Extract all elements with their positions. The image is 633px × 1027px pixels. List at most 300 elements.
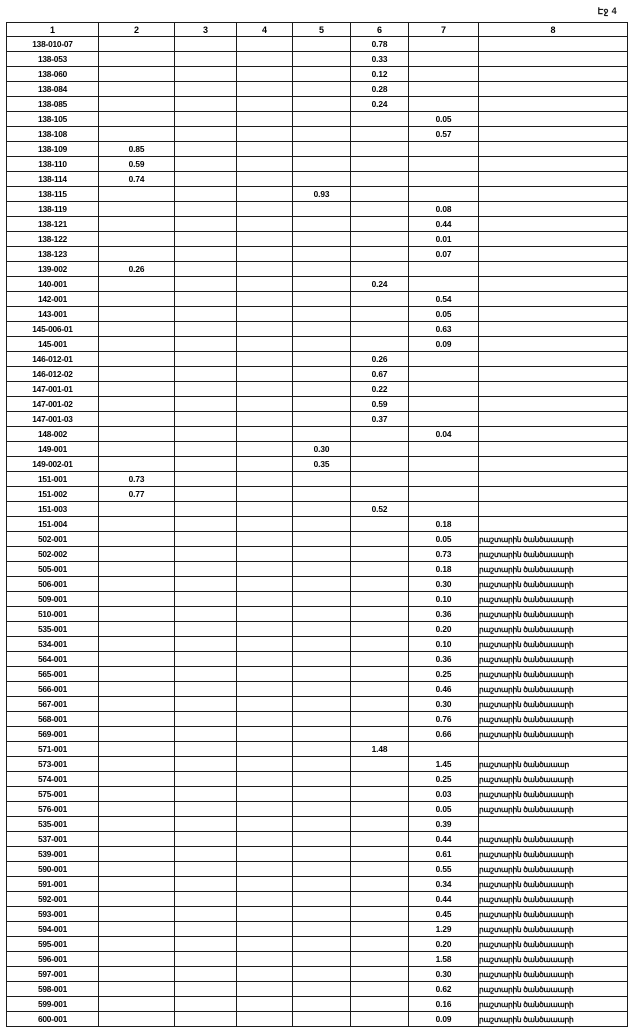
row-value-cell bbox=[237, 607, 293, 622]
row-value-cell bbox=[293, 547, 351, 562]
row-value-cell bbox=[237, 187, 293, 202]
row-code-cell: 576-001 bbox=[7, 802, 99, 817]
row-value-cell: 0.05 bbox=[409, 112, 479, 127]
row-value-cell bbox=[351, 667, 409, 682]
row-value-cell bbox=[409, 457, 479, 472]
row-value-cell: 0.24 bbox=[351, 97, 409, 112]
table-body bbox=[7, 37, 628, 1027]
row-value-cell bbox=[351, 727, 409, 742]
table-row bbox=[7, 712, 628, 727]
row-value-cell: 0.26 bbox=[99, 262, 175, 277]
row-value-cell: 0.05 bbox=[409, 532, 479, 547]
row-value-cell bbox=[237, 247, 293, 262]
row-code-cell: 566-001 bbox=[7, 682, 99, 697]
row-value-cell bbox=[293, 1012, 351, 1027]
row-value-cell bbox=[99, 622, 175, 637]
row-value-cell: 0.85 bbox=[99, 142, 175, 157]
row-value-cell bbox=[175, 472, 237, 487]
row-value-cell: 0.09 bbox=[409, 337, 479, 352]
row-value-cell: 0.01 bbox=[409, 232, 479, 247]
row-value-cell bbox=[175, 157, 237, 172]
row-value-cell bbox=[175, 367, 237, 382]
table-row bbox=[7, 877, 628, 892]
row-code-cell: 510-001 bbox=[7, 607, 99, 622]
row-value-cell bbox=[237, 1012, 293, 1027]
row-value-cell: 1.58 bbox=[409, 952, 479, 967]
row-value-cell bbox=[293, 742, 351, 757]
column-header-3: 3 bbox=[175, 23, 237, 37]
row-value-cell: 0.30 bbox=[293, 442, 351, 457]
row-value-cell bbox=[409, 157, 479, 172]
row-note-cell bbox=[479, 97, 628, 112]
table-row bbox=[7, 337, 628, 352]
row-note-cell: րաշտարին ծանծաաարի bbox=[479, 607, 628, 622]
row-value-cell bbox=[351, 982, 409, 997]
row-note-cell: րաշտարին ծանծաաարի bbox=[479, 832, 628, 847]
row-value-cell bbox=[237, 472, 293, 487]
row-value-cell bbox=[175, 307, 237, 322]
row-value-cell: 0.30 bbox=[409, 967, 479, 982]
table-row bbox=[7, 967, 628, 982]
row-value-cell bbox=[237, 52, 293, 67]
row-value-cell bbox=[175, 727, 237, 742]
row-value-cell: 0.20 bbox=[409, 622, 479, 637]
row-code-cell: 138-115 bbox=[7, 187, 99, 202]
row-value-cell bbox=[409, 742, 479, 757]
row-value-cell bbox=[237, 442, 293, 457]
row-value-cell bbox=[99, 772, 175, 787]
row-value-cell bbox=[175, 352, 237, 367]
row-value-cell: 0.74 bbox=[99, 172, 175, 187]
row-value-cell: 0.35 bbox=[293, 457, 351, 472]
row-value-cell bbox=[237, 982, 293, 997]
row-note-cell: րաշտարին ծանծաաարի bbox=[479, 802, 628, 817]
row-value-cell bbox=[237, 862, 293, 877]
row-value-cell bbox=[175, 577, 237, 592]
row-value-cell bbox=[175, 562, 237, 577]
row-value-cell: 0.66 bbox=[409, 727, 479, 742]
row-value-cell bbox=[293, 787, 351, 802]
row-note-cell bbox=[479, 442, 628, 457]
row-value-cell bbox=[99, 862, 175, 877]
table-row bbox=[7, 397, 628, 412]
row-value-cell bbox=[351, 157, 409, 172]
row-value-cell bbox=[99, 607, 175, 622]
row-value-cell bbox=[351, 127, 409, 142]
row-value-cell bbox=[293, 502, 351, 517]
row-value-cell bbox=[237, 307, 293, 322]
row-value-cell bbox=[351, 622, 409, 637]
row-value-cell bbox=[237, 427, 293, 442]
row-value-cell bbox=[351, 802, 409, 817]
row-code-cell: 147-001-01 bbox=[7, 382, 99, 397]
table-row bbox=[7, 202, 628, 217]
row-value-cell bbox=[351, 787, 409, 802]
row-code-cell: 571-001 bbox=[7, 742, 99, 757]
row-code-cell: 600-001 bbox=[7, 1012, 99, 1027]
row-value-cell bbox=[293, 562, 351, 577]
row-value-cell bbox=[351, 577, 409, 592]
row-value-cell: 1.29 bbox=[409, 922, 479, 937]
row-value-cell bbox=[351, 247, 409, 262]
row-code-cell: 575-001 bbox=[7, 787, 99, 802]
row-value-cell bbox=[293, 697, 351, 712]
row-note-cell bbox=[479, 187, 628, 202]
row-value-cell bbox=[175, 187, 237, 202]
row-value-cell bbox=[409, 412, 479, 427]
row-value-cell bbox=[293, 847, 351, 862]
page-number-label: Էջ 4 bbox=[597, 6, 617, 16]
row-value-cell bbox=[175, 982, 237, 997]
row-value-cell bbox=[351, 862, 409, 877]
row-value-cell bbox=[99, 442, 175, 457]
row-value-cell bbox=[293, 727, 351, 742]
row-note-cell bbox=[479, 112, 628, 127]
row-value-cell bbox=[99, 952, 175, 967]
row-value-cell bbox=[99, 112, 175, 127]
row-note-cell bbox=[479, 127, 628, 142]
row-value-cell bbox=[99, 982, 175, 997]
row-note-cell: րաշտարին ծանծաաարի bbox=[479, 892, 628, 907]
table-row bbox=[7, 67, 628, 82]
row-note-cell bbox=[479, 427, 628, 442]
row-code-cell: 148-002 bbox=[7, 427, 99, 442]
row-value-cell: 0.54 bbox=[409, 292, 479, 307]
row-value-cell: 0.62 bbox=[409, 982, 479, 997]
row-value-cell bbox=[409, 472, 479, 487]
row-note-cell bbox=[479, 487, 628, 502]
row-value-cell bbox=[175, 817, 237, 832]
row-value-cell bbox=[99, 397, 175, 412]
table-row bbox=[7, 832, 628, 847]
row-value-cell bbox=[351, 232, 409, 247]
row-value-cell bbox=[351, 547, 409, 562]
row-value-cell: 0.33 bbox=[351, 52, 409, 67]
row-code-cell: 591-001 bbox=[7, 877, 99, 892]
row-code-cell: 140-001 bbox=[7, 277, 99, 292]
row-note-cell bbox=[479, 262, 628, 277]
row-value-cell bbox=[99, 727, 175, 742]
row-value-cell bbox=[293, 262, 351, 277]
row-value-cell bbox=[351, 847, 409, 862]
table-row bbox=[7, 367, 628, 382]
row-value-cell: 0.07 bbox=[409, 247, 479, 262]
table-row bbox=[7, 697, 628, 712]
row-value-cell bbox=[99, 802, 175, 817]
row-value-cell bbox=[237, 892, 293, 907]
row-value-cell bbox=[409, 97, 479, 112]
row-value-cell bbox=[293, 997, 351, 1012]
row-value-cell: 0.44 bbox=[409, 217, 479, 232]
row-note-cell bbox=[479, 217, 628, 232]
row-value-cell bbox=[237, 292, 293, 307]
row-value-cell: 0.78 bbox=[351, 37, 409, 52]
table-row bbox=[7, 157, 628, 172]
row-value-cell: 0.67 bbox=[351, 367, 409, 382]
table-row bbox=[7, 667, 628, 682]
row-code-cell: 138-121 bbox=[7, 217, 99, 232]
row-value-cell bbox=[293, 37, 351, 52]
row-value-cell bbox=[351, 937, 409, 952]
row-value-cell: 0.30 bbox=[409, 697, 479, 712]
row-value-cell bbox=[351, 772, 409, 787]
table-row bbox=[7, 862, 628, 877]
row-note-cell: րաշտարին ծանծաաարի bbox=[479, 1012, 628, 1027]
row-value-cell bbox=[237, 67, 293, 82]
row-value-cell bbox=[351, 682, 409, 697]
row-value-cell bbox=[351, 757, 409, 772]
table-row bbox=[7, 382, 628, 397]
row-value-cell: 0.55 bbox=[409, 862, 479, 877]
row-value-cell bbox=[175, 142, 237, 157]
row-note-cell: րաշտարին ծանծաաարի bbox=[479, 907, 628, 922]
row-value-cell bbox=[175, 82, 237, 97]
table-row bbox=[7, 787, 628, 802]
row-value-cell bbox=[175, 217, 237, 232]
table-row bbox=[7, 562, 628, 577]
row-value-cell bbox=[175, 997, 237, 1012]
table-row bbox=[7, 277, 628, 292]
row-note-cell: րաշտարին ծանծաաարի bbox=[479, 772, 628, 787]
row-value-cell bbox=[175, 67, 237, 82]
row-value-cell bbox=[293, 832, 351, 847]
row-value-cell bbox=[175, 202, 237, 217]
row-code-cell: 565-001 bbox=[7, 667, 99, 682]
row-value-cell bbox=[175, 232, 237, 247]
row-value-cell bbox=[293, 172, 351, 187]
row-note-cell bbox=[479, 52, 628, 67]
row-value-cell bbox=[175, 922, 237, 937]
table-row bbox=[7, 637, 628, 652]
row-value-cell bbox=[351, 607, 409, 622]
row-value-cell: 1.48 bbox=[351, 742, 409, 757]
row-value-cell bbox=[293, 337, 351, 352]
row-value-cell bbox=[351, 217, 409, 232]
row-value-cell bbox=[237, 202, 293, 217]
table-row bbox=[7, 682, 628, 697]
row-note-cell: րաշտարին ծանծաաարի bbox=[479, 862, 628, 877]
row-value-cell bbox=[175, 742, 237, 757]
row-value-cell bbox=[99, 712, 175, 727]
row-value-cell bbox=[175, 712, 237, 727]
row-value-cell bbox=[175, 277, 237, 292]
row-note-cell: րաշտարին ծանծաաարի bbox=[479, 997, 628, 1012]
row-note-cell: րաշտարին ծանծաաարի bbox=[479, 967, 628, 982]
row-note-cell bbox=[479, 367, 628, 382]
row-value-cell bbox=[293, 817, 351, 832]
row-code-cell: 138-119 bbox=[7, 202, 99, 217]
row-note-cell bbox=[479, 742, 628, 757]
row-value-cell bbox=[351, 1012, 409, 1027]
row-value-cell bbox=[237, 142, 293, 157]
row-note-cell: րաշտարին ծանծաաարի bbox=[479, 652, 628, 667]
row-value-cell bbox=[351, 292, 409, 307]
row-value-cell bbox=[175, 112, 237, 127]
table-row bbox=[7, 427, 628, 442]
row-note-cell: րաշտարին ծանծաաարի bbox=[479, 787, 628, 802]
row-value-cell: 0.30 bbox=[409, 577, 479, 592]
row-value-cell: 0.61 bbox=[409, 847, 479, 862]
column-header-5: 5 bbox=[293, 23, 351, 37]
row-value-cell bbox=[351, 187, 409, 202]
row-value-cell: 0.52 bbox=[351, 502, 409, 517]
row-value-cell bbox=[351, 142, 409, 157]
row-value-cell bbox=[409, 352, 479, 367]
row-value-cell bbox=[351, 202, 409, 217]
row-value-cell bbox=[99, 907, 175, 922]
row-value-cell bbox=[237, 382, 293, 397]
row-note-cell bbox=[479, 157, 628, 172]
row-value-cell bbox=[293, 427, 351, 442]
margin-marks bbox=[625, 22, 633, 952]
table-row bbox=[7, 82, 628, 97]
row-value-cell bbox=[237, 802, 293, 817]
row-value-cell bbox=[293, 247, 351, 262]
row-value-cell bbox=[175, 247, 237, 262]
row-value-cell bbox=[351, 832, 409, 847]
table-row bbox=[7, 1012, 628, 1027]
row-value-cell bbox=[175, 427, 237, 442]
row-value-cell bbox=[293, 487, 351, 502]
row-value-cell bbox=[351, 952, 409, 967]
row-code-cell: 592-001 bbox=[7, 892, 99, 907]
row-value-cell bbox=[237, 652, 293, 667]
row-value-cell bbox=[293, 367, 351, 382]
row-value-cell: 0.44 bbox=[409, 832, 479, 847]
row-code-cell: 143-001 bbox=[7, 307, 99, 322]
row-value-cell bbox=[175, 412, 237, 427]
row-value-cell bbox=[175, 547, 237, 562]
row-note-cell: րաշտարին ծանծաաար bbox=[479, 757, 628, 772]
row-value-cell bbox=[175, 382, 237, 397]
row-value-cell bbox=[237, 967, 293, 982]
row-note-cell: րաշտարին ծանծաաարի bbox=[479, 667, 628, 682]
row-value-cell bbox=[351, 337, 409, 352]
row-value-cell bbox=[99, 817, 175, 832]
row-code-cell: 574-001 bbox=[7, 772, 99, 787]
row-value-cell bbox=[237, 157, 293, 172]
row-value-cell bbox=[351, 307, 409, 322]
row-value-cell bbox=[99, 187, 175, 202]
row-value-cell bbox=[99, 367, 175, 382]
row-note-cell: րաշտարին ծանծաաարի bbox=[479, 592, 628, 607]
row-code-cell: 138-114 bbox=[7, 172, 99, 187]
row-value-cell bbox=[237, 787, 293, 802]
row-value-cell: 0.63 bbox=[409, 322, 479, 337]
column-header-1: 1 bbox=[7, 23, 99, 37]
row-value-cell bbox=[351, 442, 409, 457]
row-value-cell bbox=[175, 292, 237, 307]
row-value-cell: 0.57 bbox=[409, 127, 479, 142]
row-value-cell: 0.09 bbox=[409, 1012, 479, 1027]
row-value-cell bbox=[237, 262, 293, 277]
row-value-cell bbox=[409, 67, 479, 82]
row-value-cell: 0.25 bbox=[409, 667, 479, 682]
table-row bbox=[7, 577, 628, 592]
row-value-cell bbox=[351, 322, 409, 337]
row-value-cell bbox=[99, 457, 175, 472]
row-value-cell bbox=[99, 532, 175, 547]
row-value-cell bbox=[237, 997, 293, 1012]
row-value-cell bbox=[237, 127, 293, 142]
row-code-cell: 151-004 bbox=[7, 517, 99, 532]
row-note-cell bbox=[479, 382, 628, 397]
row-value-cell bbox=[175, 937, 237, 952]
row-note-cell bbox=[479, 232, 628, 247]
row-value-cell bbox=[237, 937, 293, 952]
row-value-cell bbox=[175, 1012, 237, 1027]
row-value-cell bbox=[293, 352, 351, 367]
row-note-cell bbox=[479, 247, 628, 262]
row-value-cell bbox=[99, 922, 175, 937]
row-value-cell: 0.26 bbox=[351, 352, 409, 367]
row-value-cell: 0.59 bbox=[351, 397, 409, 412]
row-value-cell bbox=[175, 757, 237, 772]
row-value-cell bbox=[293, 397, 351, 412]
row-value-cell: 0.03 bbox=[409, 787, 479, 802]
row-code-cell: 590-001 bbox=[7, 862, 99, 877]
table-row bbox=[7, 172, 628, 187]
row-value-cell bbox=[293, 412, 351, 427]
row-note-cell bbox=[479, 517, 628, 532]
row-value-cell bbox=[175, 502, 237, 517]
row-value-cell bbox=[293, 937, 351, 952]
row-value-cell bbox=[237, 337, 293, 352]
column-header-4: 4 bbox=[237, 23, 293, 37]
row-value-cell bbox=[293, 532, 351, 547]
row-value-cell bbox=[99, 292, 175, 307]
row-value-cell bbox=[293, 892, 351, 907]
row-value-cell bbox=[237, 712, 293, 727]
row-value-cell bbox=[293, 142, 351, 157]
table-row bbox=[7, 592, 628, 607]
row-value-cell bbox=[237, 907, 293, 922]
row-value-cell bbox=[237, 277, 293, 292]
row-note-cell bbox=[479, 307, 628, 322]
row-value-cell bbox=[293, 157, 351, 172]
table-row bbox=[7, 442, 628, 457]
row-value-cell bbox=[293, 772, 351, 787]
row-value-cell bbox=[99, 832, 175, 847]
table-row bbox=[7, 817, 628, 832]
row-note-cell: րաշտարին ծանծաաարի bbox=[479, 922, 628, 937]
row-value-cell bbox=[351, 562, 409, 577]
row-value-cell: 0.22 bbox=[351, 382, 409, 397]
row-value-cell bbox=[409, 82, 479, 97]
table-row bbox=[7, 322, 628, 337]
row-value-cell bbox=[99, 412, 175, 427]
row-value-cell bbox=[175, 622, 237, 637]
row-value-cell bbox=[237, 682, 293, 697]
row-value-cell bbox=[351, 472, 409, 487]
row-note-cell: րաշտարին ծանծաաարի bbox=[479, 727, 628, 742]
row-value-cell bbox=[237, 877, 293, 892]
row-value-cell bbox=[293, 622, 351, 637]
row-value-cell bbox=[175, 832, 237, 847]
row-note-cell: րաշտարին ծանծաաարի bbox=[479, 982, 628, 997]
row-note-cell: րաշտարին ծանծաաարի bbox=[479, 712, 628, 727]
row-value-cell bbox=[351, 532, 409, 547]
row-note-cell: րաշտարին ծանծաաարի bbox=[479, 847, 628, 862]
row-value-cell: 0.12 bbox=[351, 67, 409, 82]
row-value-cell bbox=[351, 922, 409, 937]
row-value-cell: 0.04 bbox=[409, 427, 479, 442]
row-value-cell bbox=[175, 892, 237, 907]
row-value-cell bbox=[99, 82, 175, 97]
row-value-cell bbox=[99, 202, 175, 217]
row-value-cell bbox=[293, 322, 351, 337]
row-code-cell: 149-002-01 bbox=[7, 457, 99, 472]
